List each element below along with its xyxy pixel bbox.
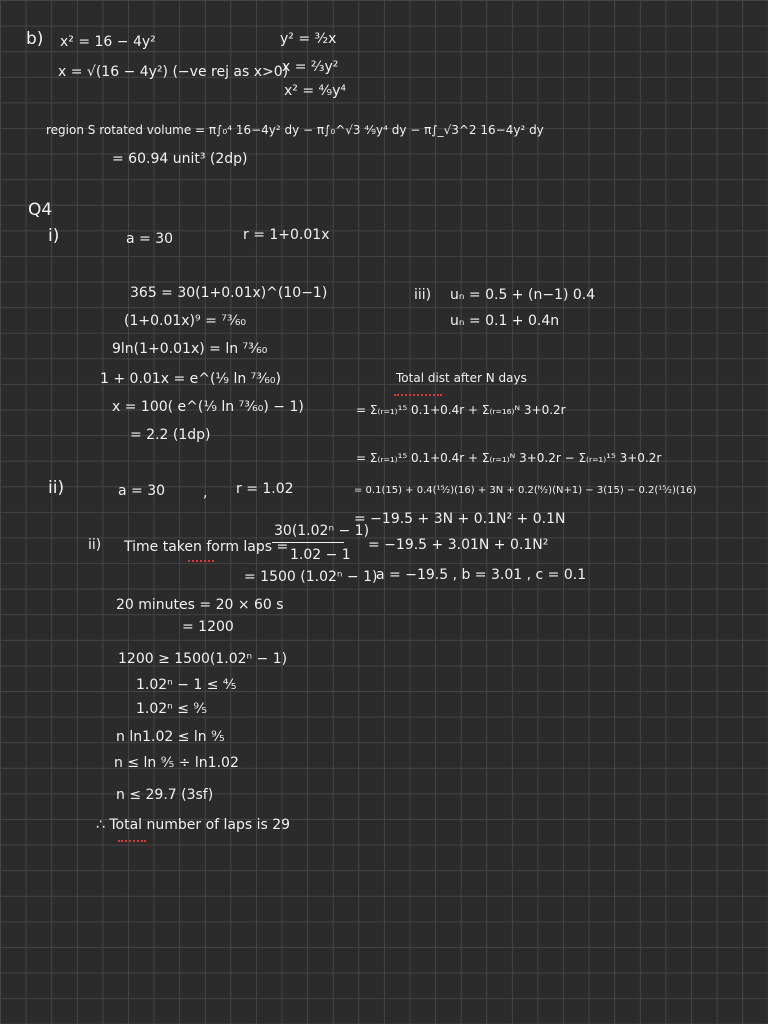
equation-line: 1.02ⁿ − 1 ≤ ⅘ [136,677,237,693]
equation-line: uₙ = 0.5 + (n−1) 0.4 [450,287,596,303]
equation-line: a = 30 [118,483,166,499]
conclusion-line: ∴ Total number of laps is 29 [96,817,291,833]
part-i-label: i) [48,226,60,246]
separator: , [203,485,208,501]
volume-integral-line: region S rotated volume = π∫₀⁴ 16−4y² dy − π∫₀^√3 ⁴⁄₉y⁴ dy − π∫_√3^2 16−4y² dy [46,123,544,137]
equation-line: x² = 16 − 4y² [60,34,156,50]
equation-line: = 1500 (1.02ⁿ − 1) [244,569,378,585]
equation-line: x² = ⁴⁄₉y⁴ [284,83,346,99]
equation-line: 365 = 30(1+0.01x)^(10−1) [130,285,328,301]
equation-line: x = √(16 − 4y²) (−ve rej as x>0) [58,64,289,80]
equation-line: 1.02ⁿ ≤ ⁹⁄₅ [136,701,207,717]
spell-check-underline [118,840,146,842]
part-ii-label: ii) [48,478,65,498]
equation-line: uₙ = 0.1 + 0.4n [450,313,560,329]
fraction-numerator: 30(1.02ⁿ − 1) [274,523,370,539]
fraction-denominator: 1.02 − 1 [290,547,351,563]
question-4-label: Q4 [28,200,53,220]
equation-line: n ≤ 29.7 (3sf) [116,787,214,803]
equation-line: 20 minutes = 20 × 60 s [116,597,284,613]
expansion-line: = 0.1(15) + 0.4(¹⁵⁄₂)(16) + 3N + 0.2(ᴺ⁄₂)(N+1) − 3(15) − 0.2(¹⁵⁄₂)(16) [354,485,697,496]
equation-line: 1200 ≥ 1500(1.02ⁿ − 1) [118,651,288,667]
equation-line: n ≤ ln ⁹⁄₅ ÷ ln1.02 [114,755,239,771]
equation-line: x = 100( e^(⅑ ln ⁷³⁄₆₀) − 1) [112,399,304,415]
equation-line: = −19.5 + 3N + 0.1N² + 0.1N [354,511,566,527]
equation-line: = 2.2 (1dp) [130,427,211,443]
equation-line: = −19.5 + 3.01N + 0.1N² [368,537,549,553]
equation-line: (1+0.01x)⁹ = ⁷³⁄₆₀ [124,313,247,329]
part-iii-label: iii) [414,287,432,303]
summation-line: = Σ₍ᵣ₌₁₎¹⁵ 0.1+0.4r + Σ₍ᵣ₌₁₎ᴺ 3+0.2r − Σ₍ᵣ₌₁₎¹⁵ 3+0.2r [356,451,662,465]
equation-line: x = ²⁄₃y² [282,59,339,75]
part-b-label: b) [26,29,44,49]
summation-line: = Σ₍ᵣ₌₁₎¹⁵ 0.1+0.4r + Σ₍ᵣ₌₁₆₎ᴺ 3+0.2r [356,403,566,417]
equation-line: a = −19.5 , b = 3.01 , c = 0.1 [376,567,587,583]
equation-line: = 1200 [182,619,234,635]
volume-result-line: = 60.94 unit³ (2dp) [112,151,248,167]
part-ii-label: ii) [88,537,102,553]
fraction-bar [272,542,344,543]
equation-line: Time taken form laps = [124,539,289,555]
equation-line: r = 1.02 [236,481,294,497]
equation-line: y² = ³⁄₂x [280,31,337,47]
equation-line: n ln1.02 ≤ ln ⁹⁄₅ [116,729,225,745]
equation-line: r = 1+0.01x [243,227,330,243]
equation-line: a = 30 [126,231,174,247]
spell-check-underline [188,560,214,562]
equation-line: 9ln(1+0.01x) = ln ⁷³⁄₆₀ [112,341,268,357]
spell-check-underline [394,394,442,396]
equation-line: Total dist after N days [396,371,527,385]
equation-line: 1 + 0.01x = e^(⅑ ln ⁷³⁄₆₀) [100,371,281,387]
